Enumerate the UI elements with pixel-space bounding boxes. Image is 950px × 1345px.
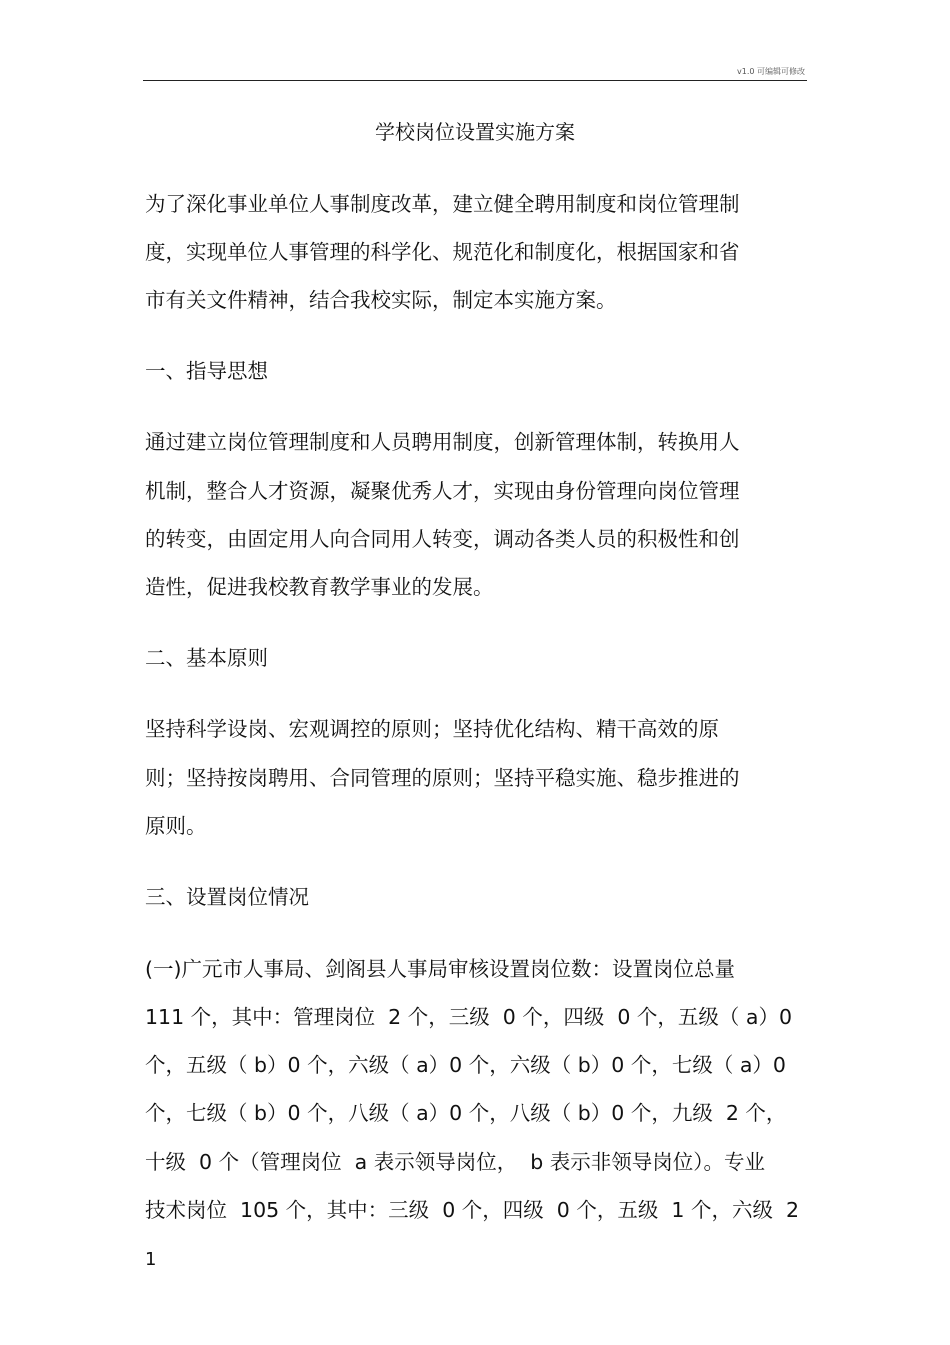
body-line: 造性，促进我校教育教学事业的发展。 [145,575,494,599]
body-line: 111 个，其中：管理岗位 2 个，三级 0 个，四级 0 个，五级（ a）0 [145,1005,793,1029]
body-line: 个，七级（ b）0 个，八级（ a）0 个，八级（ b）0 个，九级 2 个， [145,1101,787,1125]
body-line: 则；坚持按岗聘用、合同管理的原则；坚持平稳实施、稳步推进的 [145,766,740,790]
page-number: 1 [145,1249,157,1270]
body-line: 原则。 [145,814,207,838]
header-rule [143,80,807,81]
body-line: 市有关文件精神，结合我校实际，制定本实施方案。 [145,288,617,312]
body-line: 个，五级（ b）0 个，六级（ a）0 个，六级（ b）0 个，七级（ a）0 [145,1053,786,1077]
document-title: 学校岗位设置实施方案 [375,120,575,144]
body-line: 度，实现单位人事管理的科学化、规范化和制度化，根据国家和省 [145,240,740,264]
body-line: 机制，整合人才资源，凝聚优秀人才，实现由身份管理向岗位管理 [145,479,740,503]
body-line: 坚持科学设岗、宏观调控的原则；坚持优化结构、精干高效的原 [145,717,719,741]
body-line: (一)广元市人事局、剑阁县人事局审核设置岗位数：设置岗位总量 [145,957,735,981]
body-line: 十级 0 个（管理岗位 a 表示领导岗位， b 表示非领导岗位）。专业 [145,1150,766,1174]
section-heading-guiding-ideology: 一、指导思想 [145,359,268,383]
section-heading-basic-principles: 二、基本原则 [145,646,268,670]
section-heading-post-setting: 三、设置岗位情况 [145,885,309,909]
body-line: 技术岗位 105 个，其中：三级 0 个，四级 0 个，五级 1 个，六级 2 [145,1198,800,1222]
body-line: 的转变，由固定用人向合同用人转变，调动各类人员的积极性和创 [145,527,740,551]
header-version-note: v1.0 可编辑可修改 [737,67,805,76]
body-line: 为了深化事业单位人事制度改革，建立健全聘用制度和岗位管理制 [145,192,740,216]
body-line: 通过建立岗位管理制度和人员聘用制度，创新管理体制，转换用人 [145,430,740,454]
